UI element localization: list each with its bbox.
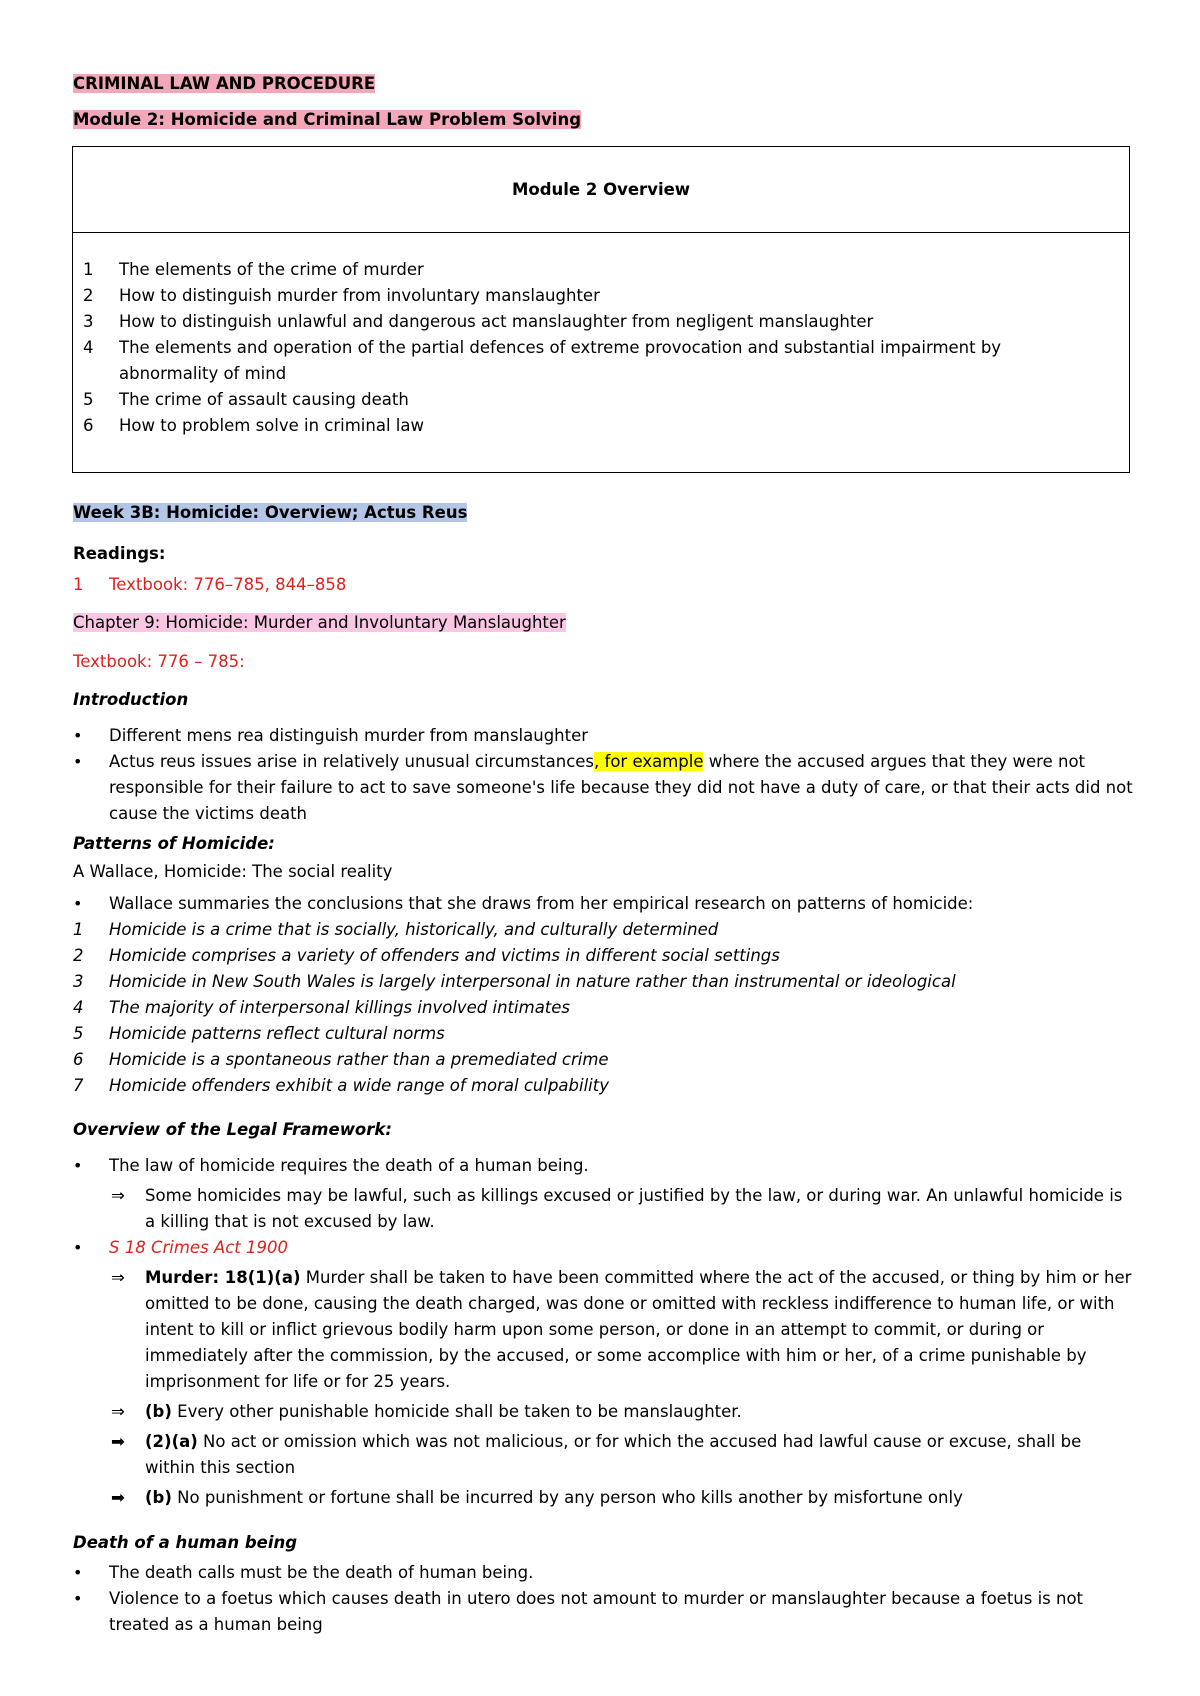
- list-item: [73, 995, 1133, 1021]
- item-text: No act or omission which was not malicious, or for which the accused had lawful cause or excuse, shall be within this section: [145, 1432, 1082, 1477]
- death-heading: Death of a human being: [73, 1533, 298, 1552]
- chapter-wrap: [73, 613, 566, 632]
- item-number: 2: [83, 286, 94, 305]
- framework-heading: Overview of the Legal Framework:: [73, 1120, 392, 1139]
- sub-item: [73, 1485, 1133, 1511]
- item-text: The death calls must be the death of human being.: [109, 1563, 534, 1582]
- item-number: 2: [73, 946, 84, 965]
- item-text: How to distinguish unlawful and dangerous act manslaughter from negligent manslaughter: [119, 312, 874, 331]
- intro-heading: Introduction: [73, 690, 189, 709]
- list-item: [73, 891, 1133, 917]
- sub-item: [73, 1429, 1133, 1481]
- overview-item: [83, 309, 1073, 335]
- list-item: [73, 1153, 1133, 1179]
- item-number: 4: [83, 338, 94, 357]
- patterns-source: A Wallace, Homicide: The social reality: [73, 862, 393, 881]
- item-text: Every other punishable homicide shall be taken to be manslaughter.: [171, 1402, 742, 1421]
- item-number: 6: [83, 416, 94, 435]
- item-number: 1: [83, 260, 94, 279]
- section-label: (b): [145, 1402, 172, 1421]
- overview-item: [83, 283, 1073, 309]
- item-text: Different mens rea distinguish murder from manslaughter: [109, 726, 589, 745]
- item-number: 5: [73, 1024, 84, 1043]
- list-item: [73, 1073, 1133, 1099]
- item-text: No punishment or fortune shall be incurred by any person who kills another by misfortune only: [171, 1488, 963, 1507]
- arrow-icon: ⇒: [111, 1186, 125, 1205]
- reading-item: [73, 575, 573, 594]
- item-number: 6: [73, 1050, 84, 1069]
- sub-item: [73, 1183, 1133, 1235]
- framework-list: [73, 1153, 1133, 1511]
- item-number: 5: [83, 390, 94, 409]
- week-title-wrap: [73, 503, 467, 522]
- list-item: [73, 1021, 1133, 1047]
- item-number: 1: [73, 920, 84, 939]
- arrow-icon: ⇒: [111, 1402, 125, 1421]
- highlight-text: , for example: [594, 752, 704, 771]
- module-title: Module 2: Homicide and Criminal Law Problem Solving: [73, 110, 582, 129]
- sub-item: [73, 1265, 1133, 1395]
- item-text: Wallace summaries the conclusions that she draws from her empirical research on patterns of homicide:: [109, 894, 974, 913]
- intro-list: [73, 723, 1133, 827]
- item-text: Homicide patterns reflect cultural norms: [109, 1024, 445, 1043]
- item-text: The majority of interpersonal killings involved intimates: [109, 998, 571, 1017]
- item-text: Homicide offenders exhibit a wide range of moral culpability: [109, 1076, 610, 1095]
- item-text: where the accused argues that they were not responsible for their failure to act to save someone's life because they did not have a duty of care, or that their acts did not cause the victims death: [109, 752, 1133, 823]
- arrow-solid-icon: ➡: [111, 1488, 125, 1507]
- overview-box: [72, 146, 1130, 473]
- list-item: [73, 749, 1133, 827]
- item-text: The crime of assault causing death: [119, 390, 409, 409]
- module-title-wrap: [73, 110, 581, 129]
- section-label: Murder: 18(1)(a): [145, 1268, 301, 1287]
- overview-list: [73, 233, 1073, 439]
- textbook-range: Textbook: 776 – 785:: [73, 652, 245, 671]
- item-text: Homicide is a spontaneous rather than a premediated crime: [109, 1050, 609, 1069]
- list-item: [73, 917, 1133, 943]
- bullet-icon: •: [73, 1238, 83, 1257]
- arrow-icon: ⇒: [111, 1268, 125, 1287]
- bullet-icon: •: [73, 1563, 83, 1582]
- item-text: Homicide is a crime that is socially, historically, and culturally determined: [109, 920, 719, 939]
- statute-ref: S 18 Crimes Act 1900: [109, 1238, 288, 1257]
- chapter-title: Chapter 9: Homicide: Murder and Involuntary Manslaughter: [73, 613, 566, 632]
- sub-item: [73, 1399, 1133, 1425]
- readings-label: Readings:: [73, 544, 166, 563]
- doc-title-wrap: [73, 74, 375, 93]
- bullet-icon: •: [73, 894, 83, 913]
- bullet-icon: •: [73, 1589, 83, 1608]
- item-text: Homicide in New South Wales is largely interpersonal in nature rather than instrumental or ideological: [109, 972, 956, 991]
- list-item: [73, 1235, 1133, 1261]
- list-item: [73, 1560, 1133, 1586]
- list-item: [73, 969, 1133, 995]
- bullet-icon: •: [73, 726, 83, 745]
- death-list: [73, 1560, 1133, 1638]
- item-text: Homicide comprises a variety of offenders and victims in different social settings: [109, 946, 780, 965]
- bullet-icon: •: [73, 1156, 83, 1175]
- section-label: (b): [145, 1488, 172, 1507]
- item-number: 4: [73, 998, 84, 1017]
- list-item: [73, 943, 1133, 969]
- item-text: Actus reus issues arise in relatively unusual circumstances: [109, 752, 595, 771]
- item-text: How to distinguish murder from involuntary manslaughter: [119, 286, 600, 305]
- overview-heading: Module 2 Overview: [511, 180, 691, 199]
- bullet-icon: •: [73, 752, 83, 771]
- patterns-heading: Patterns of Homicide:: [73, 834, 275, 853]
- patterns-list: [73, 891, 1133, 1099]
- item-number: 7: [73, 1076, 84, 1095]
- item-text: The elements of the crime of murder: [119, 260, 424, 279]
- item-text: Some homicides may be lawful, such as killings excused or justified by the law, or during war. An unlawful homicide is a killing that is not excused by law.: [145, 1186, 1123, 1231]
- item-text: The elements and operation of the partial defences of extreme provocation and substantial impairment by abnormality of mind: [119, 338, 1002, 383]
- item-text: The law of homicide requires the death of a human being.: [109, 1156, 589, 1175]
- list-item: [73, 1586, 1133, 1638]
- overview-item: [83, 257, 1073, 283]
- week-title: Week 3B: Homicide: Overview; Actus Reus: [73, 503, 468, 522]
- overview-item: [83, 413, 1073, 439]
- arrow-solid-icon: ➡: [111, 1432, 125, 1451]
- overview-item: [83, 335, 1073, 387]
- item-text: Murder shall be taken to have been committed where the act of the accused, or thing by him or her omitted to be done, causing the death charged, was done or omitted with reckless indifference to human life, or with intent to kill or inflict grievous bodily harm upon some person, or done in an attempt to commit, or during or immediately after the commission, by the accused, or some accomplice with him or her, of a crime punishable by imprisonment for life or for 25 years.: [145, 1268, 1132, 1391]
- item-number: 3: [83, 312, 94, 331]
- overview-header: [73, 147, 1129, 233]
- reading-number: 1: [73, 575, 84, 594]
- reading-text: Textbook: 776–785, 844–858: [109, 575, 347, 594]
- list-item: [73, 1047, 1133, 1073]
- item-text: How to problem solve in criminal law: [119, 416, 424, 435]
- section-label: (2)(a): [145, 1432, 198, 1451]
- list-item: [73, 723, 1133, 749]
- item-text: Violence to a foetus which causes death in utero does not amount to murder or manslaughter because a foetus is not treated as a human being: [109, 1589, 1084, 1634]
- item-number: 3: [73, 972, 84, 991]
- doc-title: CRIMINAL LAW AND PROCEDURE: [73, 74, 376, 93]
- overview-item: [83, 387, 1073, 413]
